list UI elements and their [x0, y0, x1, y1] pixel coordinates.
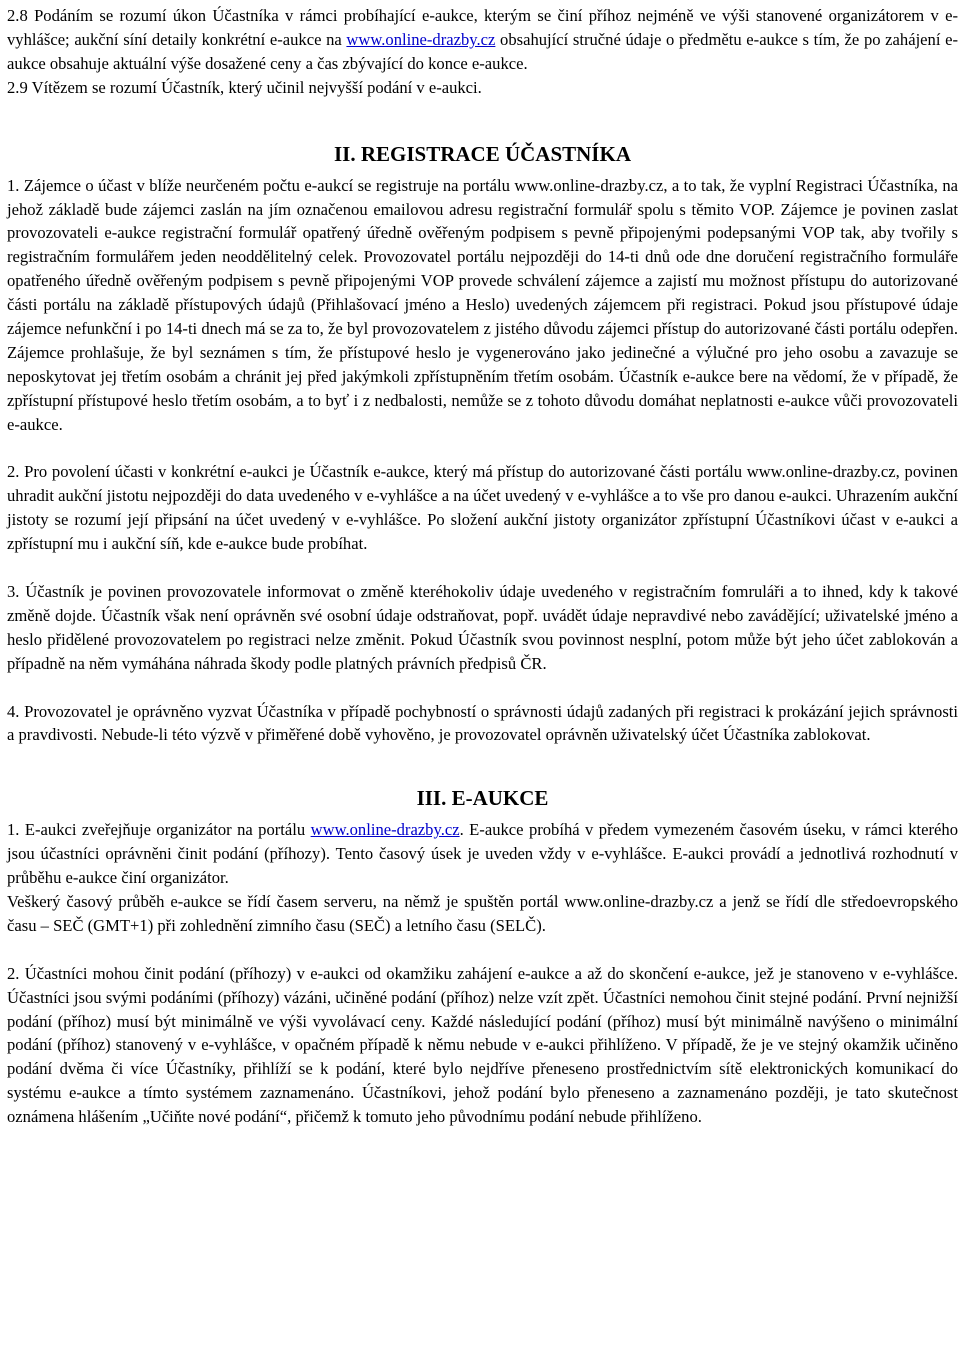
paragraph-2-9: 2.9 Vítězem se rozumí Účastník, který učinil nejvyšší podání v e-aukci. — [7, 77, 482, 97]
paragraph-eaukce-1 — [7, 818, 958, 890]
paragraph-registrace-3: 3. Účastník je povinen provozovatele informovat o změně kteréhokoliv údaje uvedeného v registračním fomruláři a to ihned, kdy k takové změně dojde. Účastník však není oprávněn své osobní údaje odstraňovat, popř. uvádět údaje nepravdivé nebo zavádějící; uživatelské jméno a heslo přidělené provozovatelem po registraci nelze změnit. Pokud Účastník svou povinnost nesplní, potom může být jeho účet zablokován a případně na něm vymáhána náhrada škody podle platných právních předpisů ČR. — [7, 582, 958, 673]
portal-link[interactable]: www.online-drazby.cz — [746, 462, 896, 482]
paragraph-text: 2. Pro povolení účasti v konkrétní e-aukci je Účastník e-aukce, který má přístup do autorizované části portálu — [7, 462, 747, 482]
paragraph-text: . E-aukce probíhá v předem vymezeném časovém úseku, v rámci kterého jsou účastníci oprávněni činit podání (příhozy). Tento časový úsek je uveden vždy v e-vyhlášce. E-aukci provádí a jednotlivá rozhodnutí v průběhu e-aukce činí organizátor. — [7, 820, 958, 888]
paragraph-text: 1. E-aukci zveřejňuje organizátor na portálu — [7, 820, 311, 840]
portal-link[interactable]: www.online-drazby.cz — [310, 820, 460, 840]
paragraph-registrace-2 — [7, 460, 958, 556]
paragraph-registrace-1 — [7, 174, 958, 437]
paragraph-registrace-4: 4. Provozovatel je oprávněno vyzvat Účastníka v případě pochybností o správnosti údajů zadaných při registraci k prokázání jejich správnosti a pravdivosti. Nebude-li této výzvě v přiměřené době vyhověno, je provozovatel oprávněn uživatelský účet Účastníka zablokovat. — [7, 701, 958, 745]
paragraph-text: , povinen uhradit aukční jistotu nejpozději do data uvedeného v e-vyhlášce a na účet uvedený v e-vyhlášce a to vše pro danou e-aukci. Uhrazením aukční jistoty se rozumí její připsání na účet uvedený v e-vyhlášce. Po složení aukční jistoty organizátor zpřístupní Účastníkovi účast v e-aukci a zpřístupní mu i aukční síň, kde e-aukce bude probíhat. — [7, 462, 958, 554]
paragraph-2-8 — [7, 4, 958, 76]
paragraph-text: 1. Zájemce o účast v blíže neurčeném počtu e-aukcí se registruje na portálu — [7, 175, 515, 195]
section-heading-registrace: II. REGISTRACE ÚČASTNÍKA — [334, 141, 631, 166]
paragraph-eaukce-2: 2. Účastníci mohou činit podání (příhozy) v e-aukci od okamžiku zahájení e-aukce a až do skončení e-aukce, jež je stanoveno v e-vyhlášce. Účastníci jsou svými podáními (příhozy) vázáni, učiněné podání (příhoz) nelze vzít zpět. Účastníci nemohou činit stejné podání. První nejnižší podání (příhoz) musí být minimálně ve výši vyvolávací ceny. Každé následující podání (příhoz) musí být minimálně navýšeno o minimální podání (příhoz) stanovený v e-vyhlášce, v opačném případě k němu nebude v e-aukci přihlíženo. V případě, že je ve stejný okamžik učiněno podání dvěma či více Účastníky, přihlíží se k podání, které bylo nejdříve přeneseno prostřednictvím sítě elektronických komunikací do systému e-aukce a tímto systémem zaznamenáno. Účastníkovi, jehož podání bylo přeneseno a zaznamenáno později, je tato skutečnost oznámena hlášením „Učiňte nové podání“, přičemž k tomuto jeho původnímu podání nebude přihlíženo. — [7, 963, 958, 1127]
paragraph-text: , a to tak, že vyplní Registraci Účastníka, na jehož základě bude zájemci zaslán na jím označenou emailovou adresu registrační formulář spolu s těmito VOP. Zájemce je povinen zaslat provozovateli e-aukce registrační formulář opatřený úředně ověřeným podpisem s pevně připojenými podepsanými VOP tak, aby tvořily s registračním formulářem jeden neoddělitelný celek. Provozovatel portálu nejpozději do 14-ti dnů ode dne doručení registračního formuláře opatřeného úředně ověřeným podpisem s pevně připojenými VOP provede schválení zájemce a zajistí mu možnost přístupu do autorizované části portálu na základě přístupových údajů (Přihlašovací jméno a Heslo) uvedených zájemcem při registraci. Pokud jsou přístupové údaje zájemce nefunkční i po 14-ti dnech má se za to, že byl provozovatelem z jistého důvodu zájemci přístup do autorizované části portálu odepřen. Zájemce prohlašuje, že byl seznámen s tím, že přístupové heslo je vygenerováno jako jedinečné a výlučné pro jeho osobu a zavazuje se neposkytovat jej třetím osobám a chránit jej před jakýmkoli zpřístupněním třetím osobám. Účastník e-aukce bere na vědomí, že v případě, že zpřístupní přístupové heslo třetím osobám, a to byť i z nedbalosti, nemůže se z tohoto důvodu domáhat neplatnosti e-aukce vůči provozovateli e-aukce. — [7, 175, 958, 434]
paragraph-text: 2.8 Podáním se rozumí úkon Účastníka v rámci probíhající e-aukce, kterým se činí příhoz nejméně ve výši stanovené organizátorem v e-vyhlášce; aukční síní detaily konkrétní e-aukce na — [7, 6, 958, 49]
paragraph-eaukce-1-time: Veškerý časový průběh e-aukce se řídí časem serveru, na němž je spuštěn portál www.online-drazby.cz a jenž se řídí dle středoevropského času – SEČ (GMT+1) při zohlednění zimního času (SEČ) a letního času (SELČ). — [7, 892, 958, 935]
section-heading-eaukce: III. E-AUKCE — [416, 786, 549, 811]
portal-link[interactable]: www.online-drazby.cz — [346, 29, 496, 49]
paragraph-text: obsahující stručné údaje o předmětu e-aukce s tím, že po zahájení e-aukce obsahuje aktuální výše dosažené ceny a čas zbývající do konce e-aukce. — [7, 29, 958, 73]
portal-link[interactable]: www.online-drazby.cz — [514, 175, 664, 195]
